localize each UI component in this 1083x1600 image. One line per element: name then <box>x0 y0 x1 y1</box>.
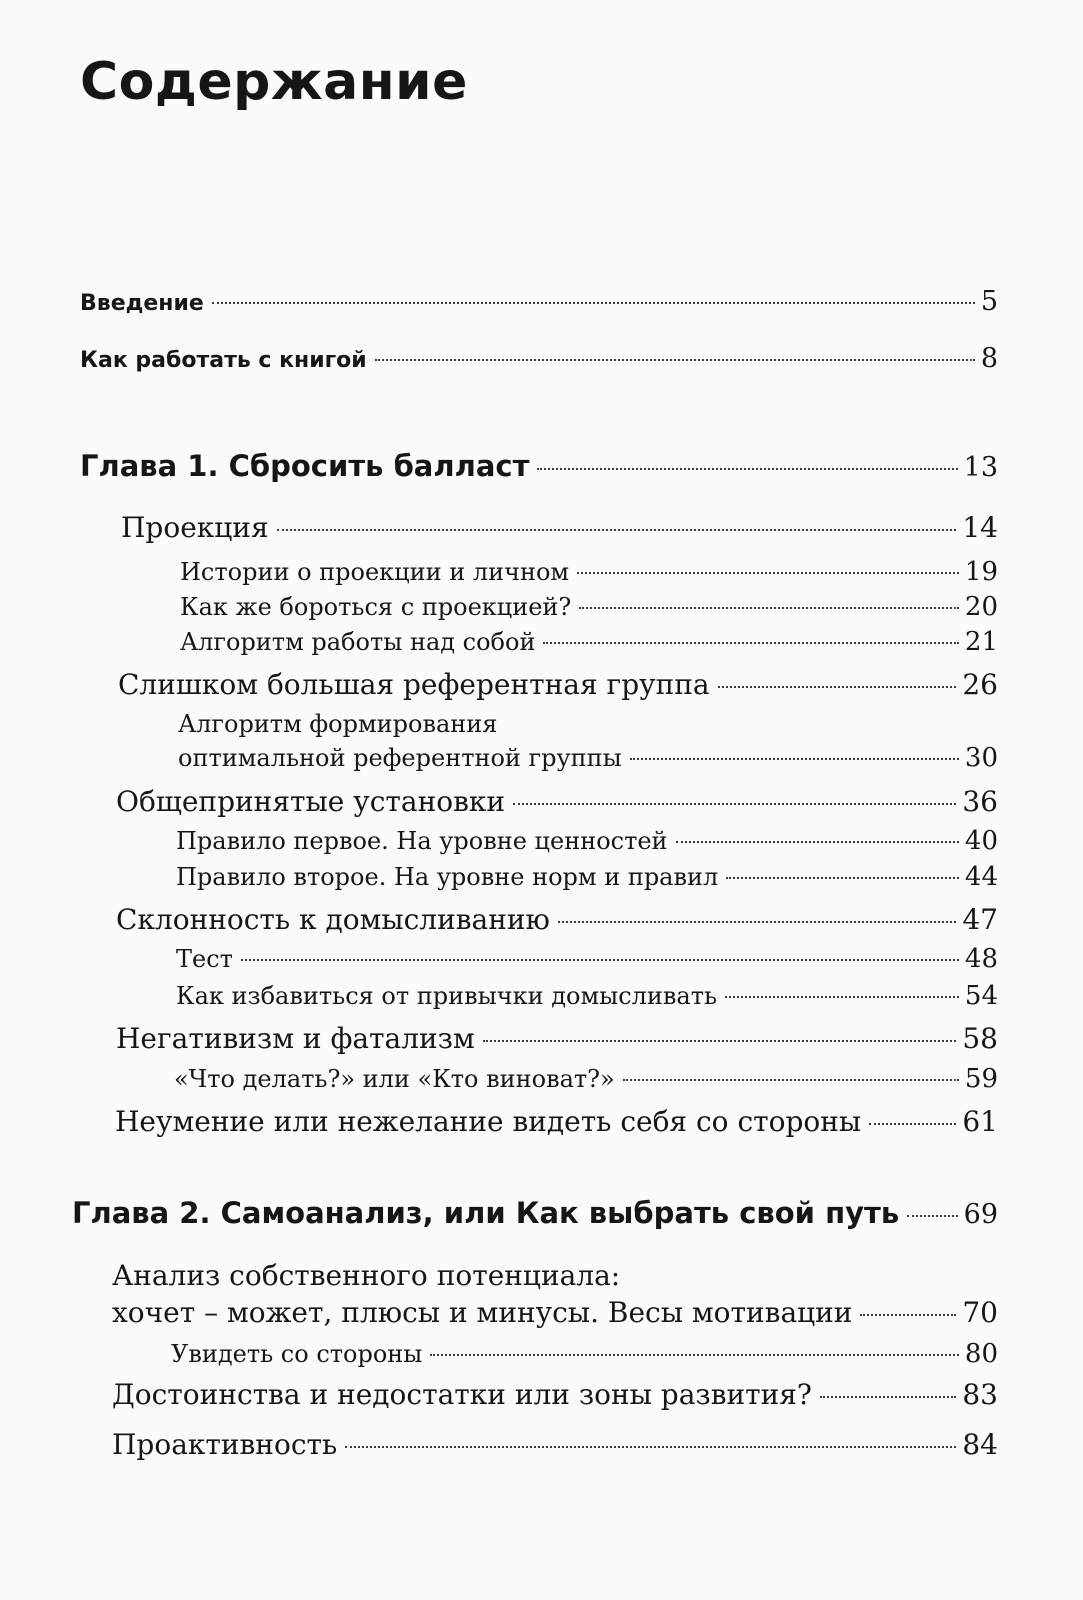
toc-entry-projection[interactable] <box>121 511 998 544</box>
toc-page-number: 14 <box>962 511 998 544</box>
toc-entry-test[interactable] <box>176 944 998 974</box>
toc-entry-get-rid-of-habit[interactable] <box>176 981 998 1011</box>
toc-entry-title: «Что делать?» или «Кто виноват?» <box>174 1065 615 1093</box>
dot-leader <box>375 359 975 361</box>
dot-leader <box>212 302 975 304</box>
toc-entry-title: Проактивность <box>112 1428 338 1461</box>
toc-entry-guessing[interactable] <box>116 903 998 936</box>
toc-page-number: 40 <box>964 826 998 856</box>
toc-page-number: 69 <box>963 1199 998 1230</box>
dot-leader <box>513 803 956 805</box>
toc-page-number: 8 <box>980 343 998 374</box>
toc-page-number: 70 <box>962 1296 998 1329</box>
toc-entry-title: Проекция <box>121 511 269 544</box>
toc-entry-title: Правило второе. На уровне норм и правил <box>176 863 719 891</box>
dot-leader <box>676 841 959 843</box>
toc-entry-title: Правило первое. На уровне ценностей <box>176 827 668 855</box>
toc-entry-rule-one[interactable] <box>176 826 998 856</box>
toc-page-number: 13 <box>963 452 998 483</box>
dot-leader <box>820 1396 956 1398</box>
toc-entry-reference-group[interactable] <box>118 668 998 701</box>
dot-leader <box>869 1123 956 1125</box>
toc-entry-title: Склонность к домысливанию <box>116 903 550 936</box>
dot-leader <box>558 921 956 923</box>
toc-entry-proactivity[interactable] <box>112 1428 998 1461</box>
toc-page-number: 58 <box>962 1022 998 1055</box>
toc-entry-title: оптимальной референтной группы <box>178 744 622 772</box>
toc-entry-rule-two[interactable] <box>176 862 998 892</box>
toc-entry-title: Как избавиться от привычки домысливать <box>176 982 718 1010</box>
toc-entry-title: хочет – может, плюсы и минусы. Весы мотивации <box>112 1296 853 1329</box>
dot-leader <box>483 1040 957 1042</box>
toc-entry-title: Общепринятые установки <box>116 785 506 818</box>
toc-page-number: 84 <box>962 1428 998 1461</box>
toc-entry-projection-fight[interactable] <box>180 592 998 622</box>
dot-leader <box>241 959 959 961</box>
toc-entry-title: Введение <box>80 291 204 316</box>
toc-page-number: 80 <box>964 1339 998 1369</box>
toc-entry-title: Слишком большая референтная группа <box>118 668 710 701</box>
toc-entry-what-to-do[interactable] <box>174 1064 998 1094</box>
toc-entry-negativism[interactable] <box>116 1022 998 1055</box>
dot-leader <box>537 468 957 470</box>
page-title: Содержание <box>80 52 468 112</box>
toc-entry-reference-group-algorithm[interactable] <box>178 743 998 773</box>
toc-page-number: 61 <box>962 1105 998 1138</box>
toc-entry-title: Неумение или нежелание видеть себя со стороны <box>115 1105 862 1138</box>
dot-leader <box>430 1354 959 1356</box>
toc-chapter-title: Глава 1. Сбросить балласт <box>80 449 530 483</box>
dot-leader <box>630 758 959 760</box>
toc-entry-projection-stories[interactable] <box>180 557 998 587</box>
toc-page-number: 54 <box>964 981 998 1011</box>
toc-page-number: 5 <box>980 286 998 317</box>
toc-entry-how-to-work[interactable] <box>80 343 998 374</box>
toc-entry-title: Достоинства и недостатки или зоны развития? <box>112 1378 812 1411</box>
dot-leader <box>726 877 959 879</box>
toc-page-number: 30 <box>964 743 998 773</box>
toc-entry-self-view[interactable] <box>115 1105 998 1138</box>
dot-leader <box>907 1215 957 1217</box>
toc-page-number: 44 <box>964 862 998 892</box>
toc-page-number: 36 <box>962 785 998 818</box>
toc-entry-title: Тест <box>176 945 233 973</box>
toc-entry-potential-line1: Анализ собственного потенциала: <box>112 1259 621 1292</box>
toc-entry-common-beliefs[interactable] <box>116 785 998 818</box>
dot-leader <box>623 1079 959 1081</box>
toc-chapter-2[interactable] <box>72 1196 998 1230</box>
toc-page-number: 59 <box>964 1064 998 1094</box>
toc-page-number: 20 <box>964 592 998 622</box>
toc-entry-intro[interactable] <box>80 286 998 317</box>
toc-entry-reference-group-algorithm-line1: Алгоритм формирования <box>178 710 498 738</box>
toc-entry-title: Как же бороться с проекцией? <box>180 593 572 621</box>
dot-leader <box>543 642 958 644</box>
toc-entry-title: Увидеть со стороны <box>171 1340 423 1368</box>
toc-entry-title: Истории о проекции и личном <box>180 558 570 586</box>
dot-leader <box>725 996 959 998</box>
dot-leader <box>277 529 957 531</box>
toc-page-number: 21 <box>964 627 998 657</box>
toc-entry-title: Алгоритм работы над собой <box>180 628 536 656</box>
toc-chapter-1[interactable] <box>80 449 998 483</box>
dot-leader <box>579 607 959 609</box>
toc-entry-title: Как работать с книгой <box>80 348 367 373</box>
dot-leader <box>345 1446 956 1448</box>
toc-entry-title: Негативизм и фатализм <box>116 1022 475 1055</box>
dot-leader <box>577 572 959 574</box>
toc-chapter-title: Глава 2. Самоанализ, или Как выбрать свой путь <box>72 1196 900 1230</box>
toc-entry-merits-flaws[interactable] <box>112 1378 998 1411</box>
dot-leader <box>718 686 957 688</box>
toc-entry-potential[interactable] <box>112 1296 998 1329</box>
toc-page-number: 19 <box>964 557 998 587</box>
toc-page-number: 47 <box>962 903 998 936</box>
toc-page-number: 83 <box>962 1378 998 1411</box>
dot-leader <box>860 1314 956 1316</box>
toc-page-number: 26 <box>962 668 998 701</box>
toc-entry-projection-algorithm[interactable] <box>180 627 998 657</box>
toc-entry-see-from-outside[interactable] <box>171 1339 998 1369</box>
toc-page-number: 48 <box>964 944 998 974</box>
